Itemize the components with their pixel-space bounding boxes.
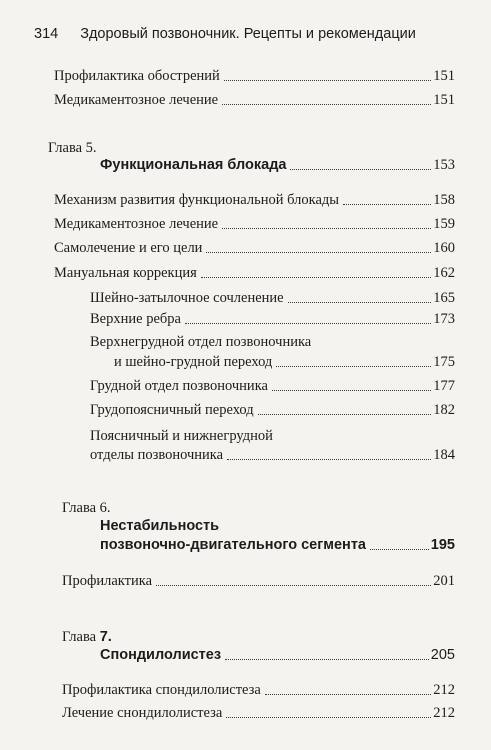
toc-entry[interactable] (62, 705, 455, 722)
toc-subentry-label: Грудопоясничный переход (90, 402, 254, 418)
leader-dots (156, 585, 431, 586)
chapter-title-row[interactable] (100, 647, 455, 664)
toc-entry-label: Профилактика обострений (54, 68, 220, 84)
toc-entry[interactable] (54, 92, 455, 109)
leader-dots (276, 366, 431, 367)
leader-dots (222, 104, 431, 105)
toc-entry[interactable] (54, 192, 455, 209)
chapter-label-word: Глава (62, 629, 97, 645)
toc-subentry[interactable] (90, 378, 455, 395)
toc-subentry-page: 165 (433, 290, 455, 306)
toc-subentry-label: Грудной отдел позвоночника (90, 378, 268, 394)
toc-entry-label: Мануальная коррекция (54, 265, 197, 281)
toc-subentry-label-cont: отделы позвоночника (90, 447, 224, 463)
leader-dots (272, 390, 431, 391)
chapter-label (62, 629, 112, 646)
running-title: Здоровый позвоночник. Рецепты и рекомендации (80, 26, 416, 42)
leader-dots (265, 694, 431, 695)
toc-entry-label: Медикаментозное лечение (54, 92, 219, 108)
toc-subentry[interactable] (90, 290, 455, 307)
leader-dots (258, 414, 432, 415)
toc-entry-label: Механизм развития функциональной блокады (54, 192, 340, 208)
chapter-title-row[interactable] (100, 537, 455, 554)
toc-entry[interactable] (62, 682, 455, 699)
leader-dots (343, 204, 431, 205)
chapter-page: 153 (433, 157, 455, 173)
toc-entry-page: 158 (433, 192, 455, 208)
chapter-title-row[interactable] (100, 157, 455, 174)
toc-entry-page: 151 (433, 92, 455, 108)
toc-subentry[interactable] (90, 311, 455, 328)
chapter-page: 205 (430, 647, 455, 663)
toc-subentry-page: 184 (433, 447, 455, 463)
toc-subentry-label: Поясничный и нижнегрудной (90, 428, 273, 444)
toc-entry-page: 160 (433, 240, 455, 256)
leader-dots (201, 277, 431, 278)
chapter-label: Глава 5. (48, 140, 97, 156)
toc-subentry-page: 173 (433, 311, 455, 327)
toc-entry[interactable] (62, 573, 455, 590)
leader-dots (226, 717, 431, 718)
toc-subentry[interactable] (90, 447, 455, 464)
toc-subentry-label: Верхнегрудной отдел позвоночника (90, 334, 312, 350)
chapter-label: Глава 6. (62, 500, 111, 516)
toc-subentry-label-cont: и шейно-грудной переход (114, 354, 273, 370)
toc-subentry[interactable] (90, 402, 455, 419)
chapter-page: 195 (430, 537, 455, 553)
chapter-title: Нестабильность (100, 518, 220, 534)
toc-entry[interactable] (54, 216, 455, 233)
toc-subentry-label: Верхние ребра (90, 311, 181, 327)
toc-subentry-page: 182 (433, 402, 455, 418)
toc-entry-page: 151 (433, 68, 455, 84)
chapter-label-number: 7. (99, 629, 112, 645)
leader-dots (370, 549, 429, 550)
leader-dots (222, 228, 431, 229)
leader-dots (224, 80, 431, 81)
chapter-title: Спондилолистез (100, 647, 222, 663)
toc-entry-label: Профилактика спондилолистеза (62, 682, 261, 698)
toc-entry-page: 159 (433, 216, 455, 232)
toc-subentry-page: 175 (433, 354, 455, 370)
page-number: 314 (34, 26, 59, 42)
leader-dots (206, 252, 431, 253)
toc-entry[interactable] (54, 68, 455, 85)
leader-dots (185, 323, 431, 324)
toc-entry-label: Самолечение и его цели (54, 240, 203, 256)
toc-entry-page: 212 (433, 682, 455, 698)
toc-subentry-page: 177 (433, 378, 455, 394)
toc-entry-page: 201 (433, 573, 455, 589)
toc-entry[interactable] (54, 240, 455, 257)
leader-dots (227, 459, 431, 460)
chapter-title-cont: позвоночно-двигательного сегмента (100, 537, 366, 553)
toc-subentry[interactable] (114, 354, 455, 371)
running-header (34, 26, 471, 42)
toc-entry-page: 212 (433, 705, 455, 721)
toc-entry-label: Лечение снондилолистеза (62, 705, 223, 721)
toc-entry-page: 162 (433, 265, 455, 281)
toc-entry[interactable] (54, 265, 455, 282)
toc-subentry-label: Шейно-затылочное сочленение (90, 290, 284, 306)
toc-entry-label: Профилактика (62, 573, 153, 589)
leader-dots (288, 302, 432, 303)
leader-dots (290, 169, 431, 170)
toc-entry-label: Медикаментозное лечение (54, 216, 219, 232)
chapter-title: Функциональная блокада (100, 157, 287, 173)
leader-dots (225, 659, 429, 660)
